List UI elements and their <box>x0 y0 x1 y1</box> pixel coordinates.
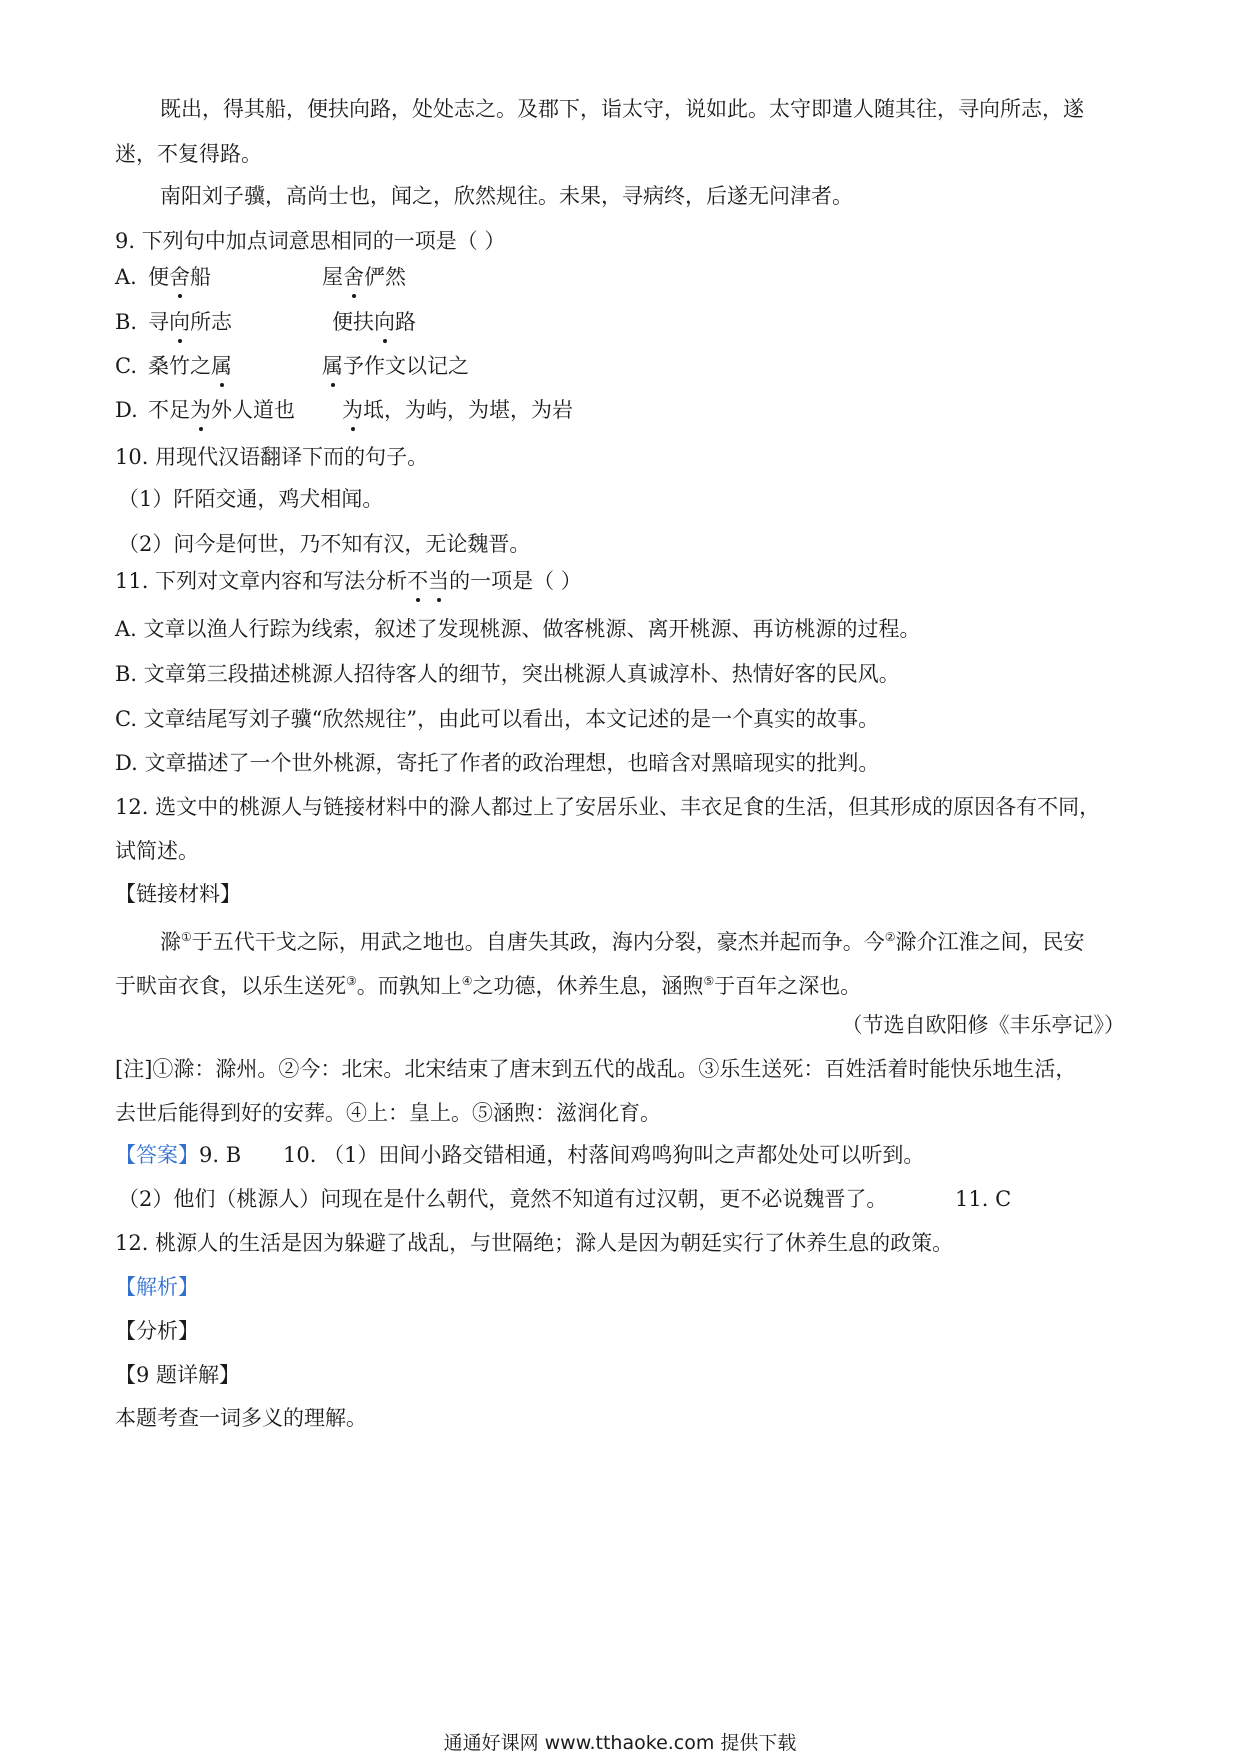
q10-sentence-2: （2）问今是何世，乃不知有汉，无论魏晋。 <box>118 532 531 556</box>
analysis-tag: 【解析】 <box>115 1275 199 1299</box>
passage-line-3: 南阳刘子骥，高尚士也，闻之，欣然规往。未果，寻病终，后遂无问津者。 <box>160 184 853 208</box>
passage-line-2: 迷，不复得路。 <box>115 142 262 166</box>
answer-tag: 【答案】 <box>115 1143 199 1167</box>
answer-line-3: 12. 桃源人的生活是因为躲避了战乱，与世隔绝；滁人是因为朝廷实行了休养生息的政策。 <box>115 1231 954 1255</box>
note-line-2: 去世后能得到好的安葬。④上：皇上。⑤涵煦：滋润化育。 <box>115 1101 661 1125</box>
q9-option-c-left: 桑竹之属 <box>148 351 232 381</box>
answer-line-2: （2）他们（桃源人）问现在是什么朝代，竟然不知道有过汉朝，更不必说魏晋了。 <box>118 1187 888 1211</box>
answer-line-1: 【答案】9. B <box>115 1143 242 1167</box>
fenxi-heading: 【分析】 <box>115 1319 199 1343</box>
q9-option-a-right: 屋舍俨然 <box>322 262 406 292</box>
q9-option-b-left: 寻向所志 <box>148 307 232 337</box>
q9-stem: 9. 下列句中加点词意思相同的一项是（ ） <box>115 229 506 253</box>
dotted-word: 向 <box>169 307 190 337</box>
q11-option-b: B. 文章第三段描述桃源人招待客人的细节，突出桃源人真诚淳朴、热情好客的民风。 <box>115 662 900 686</box>
dotted-word: 为 <box>190 395 211 425</box>
link-line-1: 滁①于五代干戈之际，用武之地也。自唐失其政，海内分裂，豪杰并起而争。今②滁介江淮之间，民安 <box>160 930 1085 954</box>
q9-detail-heading: 【9 题详解】 <box>115 1363 241 1387</box>
dotted-word: 为 <box>342 395 363 425</box>
dotted-word: 当 <box>428 566 449 596</box>
answer-q10: 10. （1）田间小路交错相通，村落间鸡鸣狗叫之声都处处可以听到。 <box>283 1143 925 1167</box>
q9-option-c-right: 属予作文以记之 <box>322 351 469 381</box>
dotted-word: 舍 <box>343 262 364 292</box>
dotted-word: 属 <box>211 351 232 381</box>
q11-option-d: D. 文章描述了一个世外桃源，寄托了作者的政治理想，也暗含对黑暗现实的批判。 <box>115 751 880 775</box>
q11-option-a: A. 文章以渔人行踪为线索，叙述了发现桃源、做客桃源、离开桃源、再访桃源的过程。 <box>115 617 921 641</box>
link-heading: 【链接材料】 <box>115 882 241 906</box>
source-citation: （节选自欧阳修《丰乐亭记》） <box>841 1013 1125 1037</box>
dotted-word: 不 <box>407 566 428 596</box>
dotted-word: 属 <box>322 351 343 381</box>
q10-sentence-1: （1）阡陌交通，鸡犬相闻。 <box>118 487 384 511</box>
page-footer: 通通好课网 www.tthaoke.com 提供下载 <box>443 1732 797 1754</box>
link-line-2: 于畎亩衣食，以乐生送死③。而孰知上④之功德，休养生息，涵煦⑤于百年之深也。 <box>115 974 862 998</box>
answer-q11: 11. C <box>955 1187 1012 1211</box>
q9-option-b-right: 便扶向路 <box>332 307 416 337</box>
q9-option-d-left: 不足为外人道也 <box>148 395 295 425</box>
q9-option-c-label: C. <box>115 354 137 378</box>
q9-option-b-label: B. <box>115 310 138 334</box>
q12-line-2: 试简述。 <box>115 839 199 863</box>
q11-stem: 11. 下列对文章内容和写法分析不当的一项是（ ） <box>115 566 1135 596</box>
q12-line-1: 12. 选文中的桃源人与链接材料中的滁人都过上了安居乐业、丰衣足食的生活，但其形成的原因各有不同， <box>115 795 1101 819</box>
q9-option-d-label: D. <box>115 398 138 422</box>
q11-option-c: C. 文章结尾写刘子骥“欣然规往”，由此可以看出，本文记述的是一个真实的故事。 <box>115 707 880 731</box>
note-line-1: [注]①滁：滁州。②今：北宋。北宋结束了唐末到五代的战乱。③乐生送死：百姓活着时能快乐地生活， <box>115 1057 1077 1081</box>
passage-line-1: 既出，得其船，便扶向路，处处志之。及郡下，诣太守，说如此。太守即遣人随其往，寻向所志，遂 <box>160 97 1084 121</box>
dotted-word: 向 <box>374 307 395 337</box>
q9-option-d-right: 为坻，为屿，为堪，为岩 <box>342 395 573 425</box>
q9-option-a-left: 便舍船 <box>148 262 211 292</box>
dotted-word: 舍 <box>169 262 190 292</box>
q9-option-a-label: A. <box>115 265 137 289</box>
q10-stem: 10. 用现代汉语翻译下而的句子。 <box>115 445 429 469</box>
q9-detail-text: 本题考查一词多义的理解。 <box>115 1406 367 1430</box>
